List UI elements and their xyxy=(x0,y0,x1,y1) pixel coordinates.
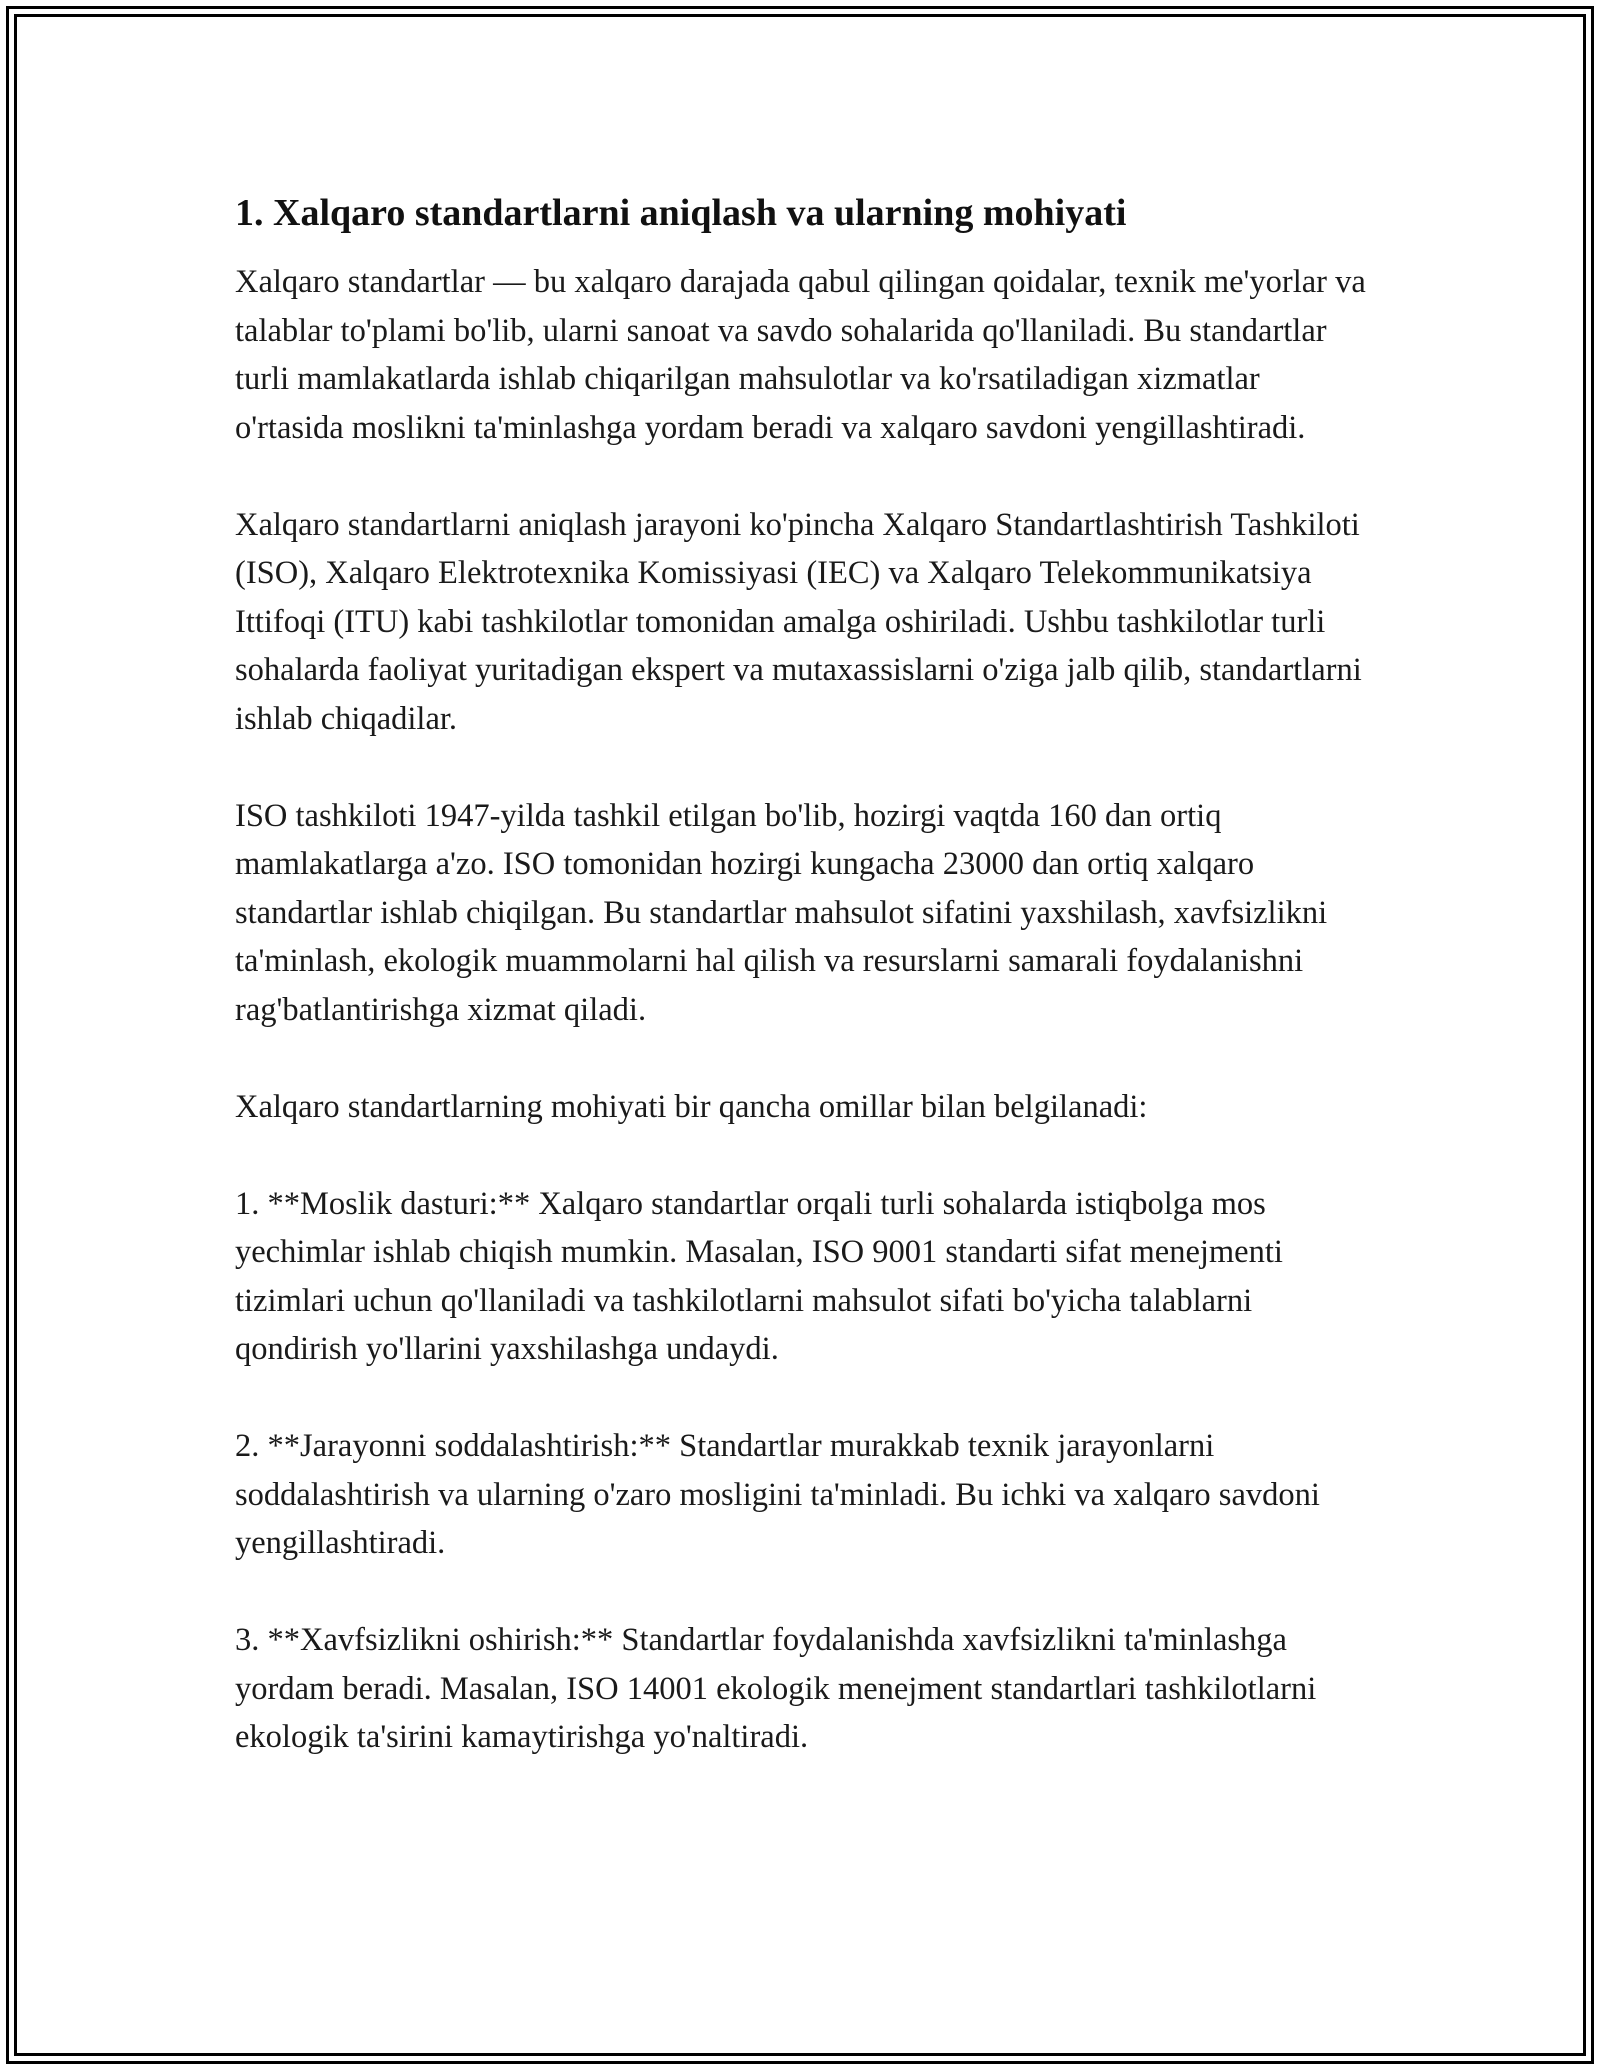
list-item-simplification: 2. **Jarayonni soddalashtirish:** Standartlar murakkab texnik jarayonlarni soddalashtirish va ularning o'zaro mosligini ta'minladi. Bu ichki va xalqaro savdoni yengillashtiradi. xyxy=(235,1428,1320,1561)
paragraph-definition: Xalqaro standartlar — bu xalqaro darajada qabul qilingan qoidalar, texnik me'yorlar va talablar to'plami bo'lib, ularni sanoat va savdo sohalarida qo'llaniladi. Bu standartlar turli mamlakatlarda ishlab chiqarilgan mahsulotlar va ko'rsatiladigan xizmatlar o'rtasida moslikni ta'minlashga yordam beradi va xalqaro savdoni yengillashtiradi. xyxy=(235,264,1366,446)
paragraph-iso-history: ISO tashkiloti 1947-yilda tashkil etilgan bo'lib, hozirgi vaqtda 160 dan ortiq mamlakatlarga a'zo. ISO tomonidan hozirgi kungacha 23000 dan ortiq xalqaro standartlar ishlab chiqilgan. Bu standartlar mahsulot sifatini yaxshilash, xavfsizlikni ta'minlash, ekologik muammolarni hal qilish va resurslarni samarali foydalanishni rag'batlantirishga xizmat qiladi. xyxy=(235,797,1328,1028)
list-item-compatibility: 1. **Moslik dasturi:** Xalqaro standartlar orqali turli sohalarda istiqbolga mos yechimlar ishlab chiqish mumkin. Masalan, ISO 9001 standarti sifat menejmenti tizimlari uchun qo'llaniladi va tashkilotlarni mahsulot sifati bo'yicha talablarni qondirish yo'llarini yaxshilashga undaydi. xyxy=(235,1185,1283,1367)
list-item-safety: 3. **Xavfsizlikni oshirish:** Standartlar foydalanishda xavfsizlikni ta'minlashga yordam beradi. Masalan, ISO 14001 ekologik menejment standartlari tashkilotlarni ekologik ta'sirini kamaytirishga yo'naltiradi. xyxy=(235,1622,1317,1755)
paragraph-essence-intro: Xalqaro standartlarning mohiyati bir qancha omillar bilan belgilanadi: xyxy=(235,1088,1148,1125)
document-body xyxy=(235,188,1375,1810)
section-heading: 1. Xalqaro standartlarni aniqlash va ularning mohiyati xyxy=(235,192,1127,234)
paragraph-organizations: Xalqaro standartlarni aniqlash jarayoni ko'pincha Xalqaro Standartlashtirish Tashkiloti (ISO), Xalqaro Elektrotexnika Komissiyasi (IEC) va Xalqaro Telekommunikatsiya Ittifoqi (ITU) kabi tashkilotlar tomonidan amalga oshiriladi. Ushbu tashkilotlar turli sohalarda faoliyat yuritadigan ekspert va mutaxassislarni o'ziga jalb qilib, standartlarni ishlab chiqadilar. xyxy=(235,506,1362,737)
